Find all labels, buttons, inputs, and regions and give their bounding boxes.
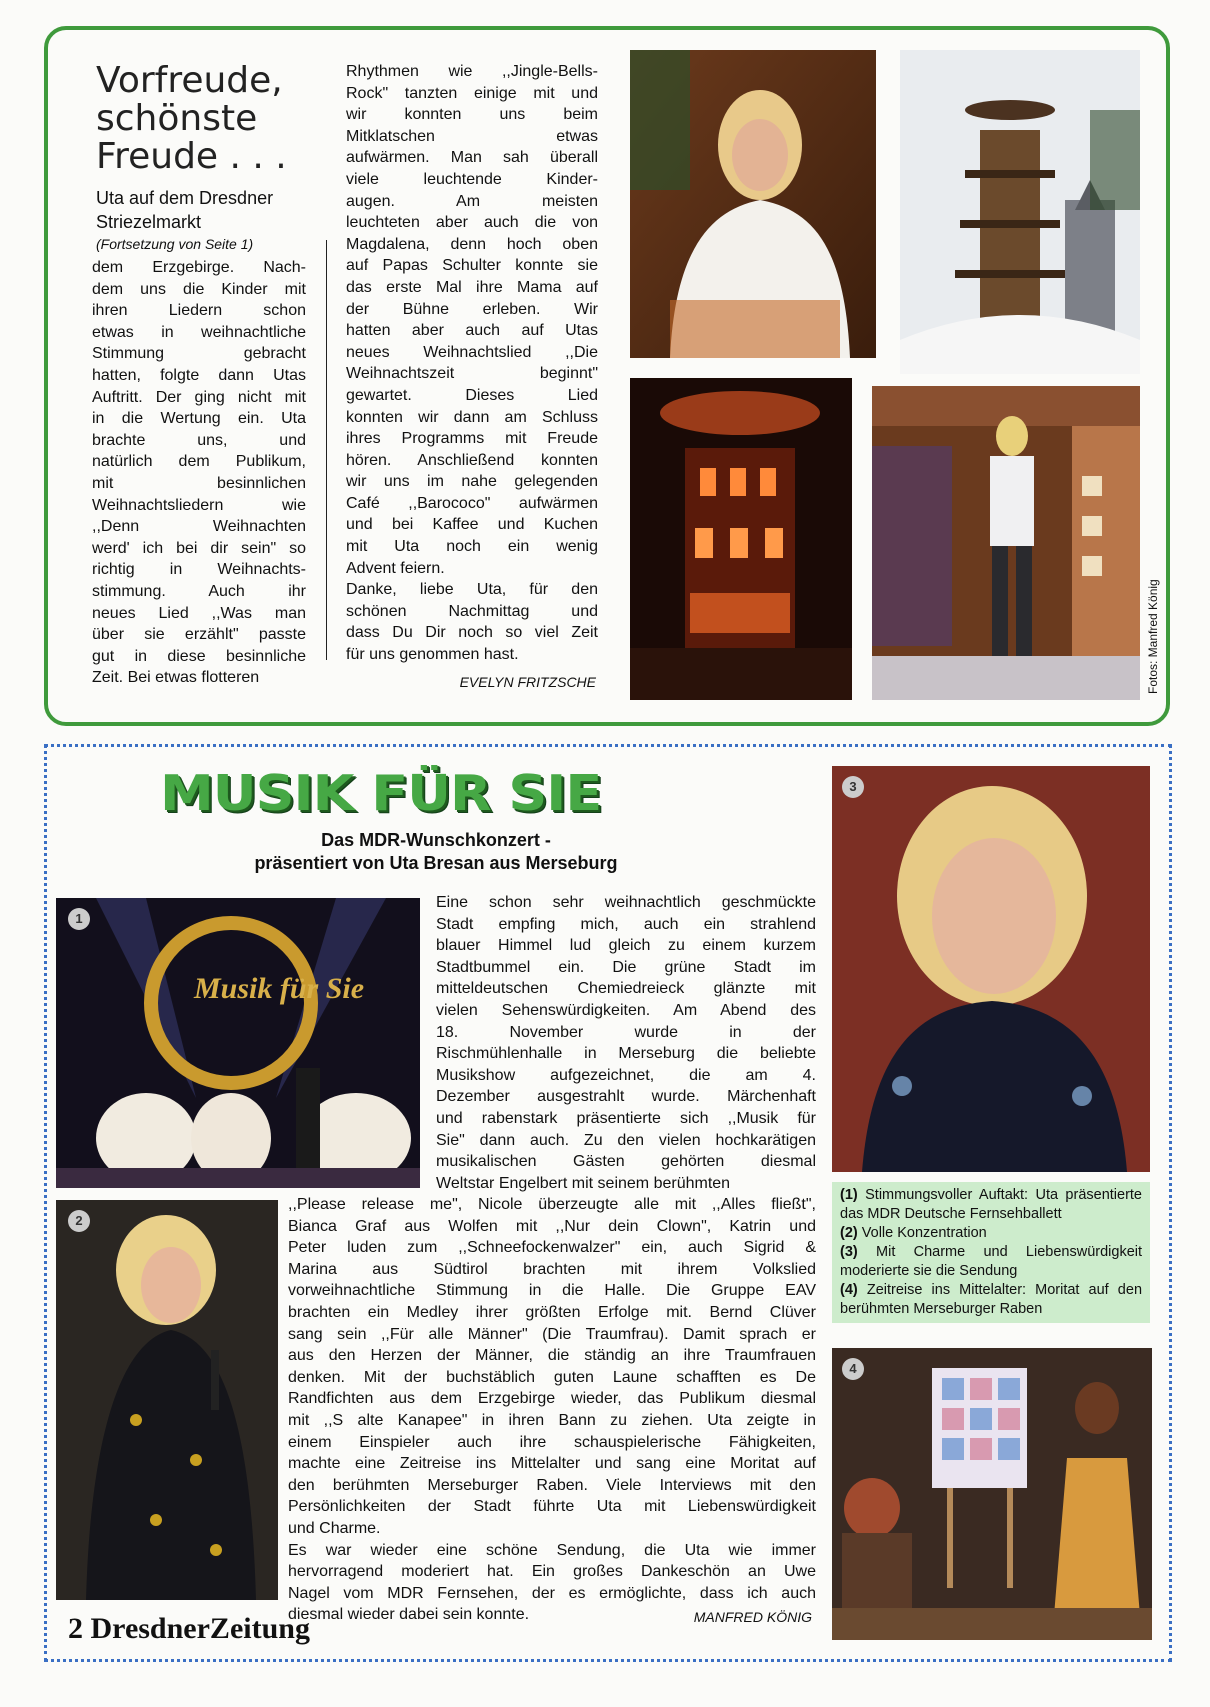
- text-line: dass Du Dir noch so viel Zeit: [346, 624, 598, 642]
- subtitle-line: Das MDR-Wunschkonzert -: [321, 830, 551, 850]
- headline-line: Freude . . .: [96, 136, 287, 177]
- text-line: richtig in Weihnachts-: [92, 561, 306, 579]
- subheadline: [96, 186, 316, 234]
- text-line: vielen Sehenswürdigkeiten. Am Abend des: [436, 1001, 816, 1019]
- text-line: blauer Himmel lud gleich zu einem kurzem: [436, 937, 816, 955]
- article-body-wide: [288, 1194, 816, 1626]
- headline-line: Vorfreude,: [96, 60, 283, 101]
- text-line: natürlich dem Publikum,: [92, 453, 306, 471]
- caption-text: Stimmungsvoller Auftakt: Uta präsentierte das MDR Deutsche Fernsehballett: [840, 1187, 1142, 1222]
- text-line: Randfichten aus dem Erzgebirge wieder, das Publikum diesmal: [288, 1390, 816, 1408]
- subheadline-line: Uta auf dem Dresdner: [96, 188, 274, 208]
- text-line: Dezember ausgestrahlt wurde. Märchenhaft: [436, 1088, 816, 1106]
- text-line: schönen Nachmittag und: [346, 602, 598, 620]
- text-line: etwas in weihnachtliche: [92, 323, 306, 341]
- text-line: musikalischen Gästen gehörten diesmal: [436, 1153, 816, 1171]
- text-line: denken. Mit der buchstäblich guten Laune schafften es De: [288, 1368, 816, 1386]
- photo-1-sign-text: Musik für Sie: [194, 972, 365, 1005]
- author-byline: MANFRED KÖNIG: [693, 1609, 812, 1625]
- column-rule: [326, 240, 327, 660]
- article-body-narrow: [436, 892, 816, 1194]
- photo-illuminated-pyramid: [630, 378, 852, 700]
- text-line: für uns genommen hast.: [346, 646, 519, 664]
- text-line: ,,Please release me", Nicole überzeugte alle mit ,,Alles fließt",: [288, 1196, 816, 1213]
- text-line: Stimmung gebracht: [92, 345, 306, 363]
- text-line: mit besinnlichen: [92, 474, 306, 492]
- text-line: Magdalena, denn hoch oben: [346, 235, 598, 253]
- text-line: Stadt empfing mich, auch ein strahlend: [436, 915, 816, 933]
- text-line: der Bühne erleben. Wir: [346, 300, 598, 318]
- text-line: augen. Am meisten: [346, 192, 598, 210]
- text-line: ihres Programms mit Freude: [346, 430, 598, 448]
- photo-number-badge: 3: [842, 776, 864, 798]
- text-line: Sie" dann auch. Zu den vielen hochkarätigen: [436, 1131, 816, 1149]
- text-line: mit Uta noch ein wenig: [346, 538, 598, 556]
- caption-item: [840, 1243, 1142, 1281]
- text-line: Rischmühlenhalle in Merseburg die beliebte: [436, 1045, 816, 1063]
- text-line: werd' ich bei dir sein" so: [92, 539, 306, 557]
- text-line: hatten, folgte dann Utas: [92, 366, 306, 384]
- article-column-1: [92, 257, 306, 689]
- photo-number-badge: 2: [68, 1210, 90, 1232]
- text-line: Weihnachtsliedern wie: [92, 496, 306, 514]
- text-line: Danke, liebe Uta, für den: [346, 581, 598, 599]
- text-line: Eine schon sehr weihnachtlich geschmückte: [436, 894, 816, 911]
- text-line: und bei Kaffee und Kuchen: [346, 516, 598, 534]
- text-line: mit ,,S alte Kanapee" in ihren Bann zu ziehen. Uta zeigte in: [288, 1411, 816, 1429]
- caption-text: Mit Charme und Liebenswürdigkeit moderierte sie die Sendung: [840, 1244, 1143, 1279]
- caption-item: [840, 1224, 1142, 1243]
- text-line: Advent feiern.: [346, 559, 445, 577]
- text-line: Peter luden zum ,,Schneefockenwalzer" ein, auch Sigrid &: [288, 1239, 816, 1257]
- text-line: leuchteten aber auch die von: [346, 214, 598, 232]
- text-line: hören. Anschließend konnten: [346, 451, 598, 469]
- photo-credit: Fotos: Manfred König: [1146, 579, 1160, 694]
- text-line: Persönlichkeiten der Stadt führte Uta mit Liebenswürdigkeit: [288, 1498, 816, 1516]
- text-line: machte eine Zeitreise ins Mittelalter und sang eine Moritat auf: [288, 1455, 816, 1473]
- caption-item: [840, 1186, 1142, 1224]
- text-line: brachte uns, und: [92, 431, 306, 449]
- photo-captions: [832, 1182, 1150, 1323]
- text-line: aus den Herzen der Männer, die ständig an ihre Traumfrauen: [288, 1347, 816, 1365]
- author-byline: EVELYN FRITZSCHE: [459, 674, 596, 690]
- text-line: gewartet. Dieses Lied: [346, 386, 598, 404]
- photo-christmas-pyramid-tower: [900, 50, 1140, 374]
- caption-number: (3): [840, 1244, 858, 1260]
- photo-number-badge: 4: [842, 1358, 864, 1380]
- text-line: einem Einspieler auch ihre schauspielerische Fähigkeiten,: [288, 1433, 816, 1451]
- text-line: den berühmten Merseburger Raben. Viele Interviews mit den: [288, 1476, 816, 1494]
- text-line: Stadtbummel ein. Die grüne Stadt im: [436, 958, 816, 976]
- text-line: ihren Liedern schon: [92, 302, 306, 320]
- text-line: Weihnachtszeit beginnt": [346, 365, 598, 383]
- photo-3-uta-smiling: [832, 766, 1150, 1172]
- headline-line: schönste: [96, 98, 258, 139]
- text-line: aufwärmen. Man sah überall: [346, 149, 598, 167]
- photo-uta-on-stage: [872, 386, 1140, 700]
- headline: [96, 62, 316, 176]
- text-line: über sie erzählt" passte: [92, 626, 306, 644]
- text-line: neues Lied ,,Was man: [92, 604, 306, 622]
- text-line: gut in diese besinnliche: [92, 647, 306, 665]
- photo-number-badge: 1: [68, 908, 90, 930]
- text-line: wir uns im nahe gelegenden: [346, 473, 598, 491]
- caption-number: (2): [840, 1225, 858, 1241]
- caption-number: (1): [840, 1187, 858, 1203]
- text-line: wir konnten uns beim: [346, 106, 598, 124]
- page-number: 2: [68, 1612, 83, 1645]
- caption-text: Volle Konzentration: [861, 1225, 987, 1241]
- section-subtitle: [186, 829, 686, 875]
- text-line: in die Wertung ein. Uta: [92, 410, 306, 428]
- text-line: hatten aber auch auf Utas: [346, 322, 598, 340]
- text-line: mitteldeutschen Chemiedreieck glänzte mit: [436, 980, 816, 998]
- subheadline-line: Striezelmarkt: [96, 212, 202, 232]
- text-line: Es war wieder eine schöne Sendung, die Uta wie immer: [288, 1541, 816, 1559]
- text-line: und rabenstark präsentierte sich ,,Musik für: [436, 1109, 816, 1127]
- article-column-2: [346, 61, 598, 666]
- text-line: Café ,,Barococo" aufwärmen: [346, 494, 598, 512]
- text-line: stimmung. Auch ihr: [92, 582, 306, 600]
- photo-1-ballet: [56, 898, 420, 1188]
- text-line: und Charme.: [288, 1519, 381, 1537]
- text-line: ,,Denn Weihnachten: [92, 518, 306, 536]
- text-line: Zeit. Bei etwas flotteren: [92, 669, 260, 687]
- text-line: konnten wir dann am Schluss: [346, 408, 598, 426]
- text-line: 18. November wurde in der: [436, 1023, 816, 1041]
- text-line: Nagel vom MDR Fernsehen, der es ermöglichte, dass ich auch: [288, 1584, 816, 1602]
- caption-item: [840, 1281, 1142, 1319]
- text-line: neues Weihnachtslied ,,Die: [346, 343, 598, 361]
- text-line: Auftritt. Der ging nicht mit: [92, 388, 306, 406]
- text-line: dem Erzgebirge. Nach-: [92, 259, 306, 276]
- page-footer: [68, 1612, 310, 1646]
- publication-name: DresdnerZeitung: [90, 1612, 310, 1645]
- text-line: Musikshow aufgezeichnet, die am 4.: [436, 1066, 816, 1084]
- text-line: Rhythmen wie ,,Jingle-Bells-: [346, 63, 598, 80]
- text-line: sang sein ,,Für alle Männer" (Die Traumfrau). Damit sprach er: [288, 1325, 816, 1343]
- photo-2-uta-microphone: [56, 1200, 278, 1600]
- text-line: auf Papas Schulter konnte sie: [346, 257, 598, 275]
- photo-uta-portrait: [630, 50, 876, 358]
- text-line: diesmal wieder dabei sein konnte.: [288, 1606, 530, 1624]
- subtitle-line: präsentiert von Uta Bresan aus Merseburg: [254, 853, 618, 873]
- text-line: brachten ein Medley ihrer größten Erfolge mit. Bernd Clüver: [288, 1303, 816, 1321]
- text-line: viele leuchtende Kinder-: [346, 170, 598, 188]
- text-line: das erste Mal ihre Mama auf: [346, 278, 598, 296]
- photo-4-medieval-scene: [832, 1348, 1152, 1640]
- text-line: dem uns die Kinder mit: [92, 280, 306, 298]
- text-line: Mitklatschen etwas: [346, 127, 598, 145]
- continuation-note: (Fortsetzung von Seite 1): [96, 236, 254, 252]
- text-line: hervorragend moderiert hat. Ein großes Dankeschön an Uwe: [288, 1563, 816, 1581]
- caption-text: Zeitreise ins Mittelalter: Moritat auf den berühmten Merseburger Raben: [840, 1282, 1143, 1317]
- text-line: Bianca Graf aus Wolfen mit ,,Nur dein Clown", Katrin und: [288, 1217, 816, 1235]
- text-line: Marina aus Südtirol brachten mit ihrem Volkslied: [288, 1260, 816, 1278]
- text-line: Weltstar Engelbert mit seinem berühmten: [436, 1174, 731, 1192]
- caption-number: (4): [840, 1282, 858, 1298]
- text-line: Rock" tanzten einige mit und: [346, 84, 598, 102]
- section-title: MUSIK FÜR SIE: [160, 765, 602, 822]
- text-line: vorweihnachtliche Stimmung in die Halle. Die Gruppe EAV: [288, 1282, 816, 1300]
